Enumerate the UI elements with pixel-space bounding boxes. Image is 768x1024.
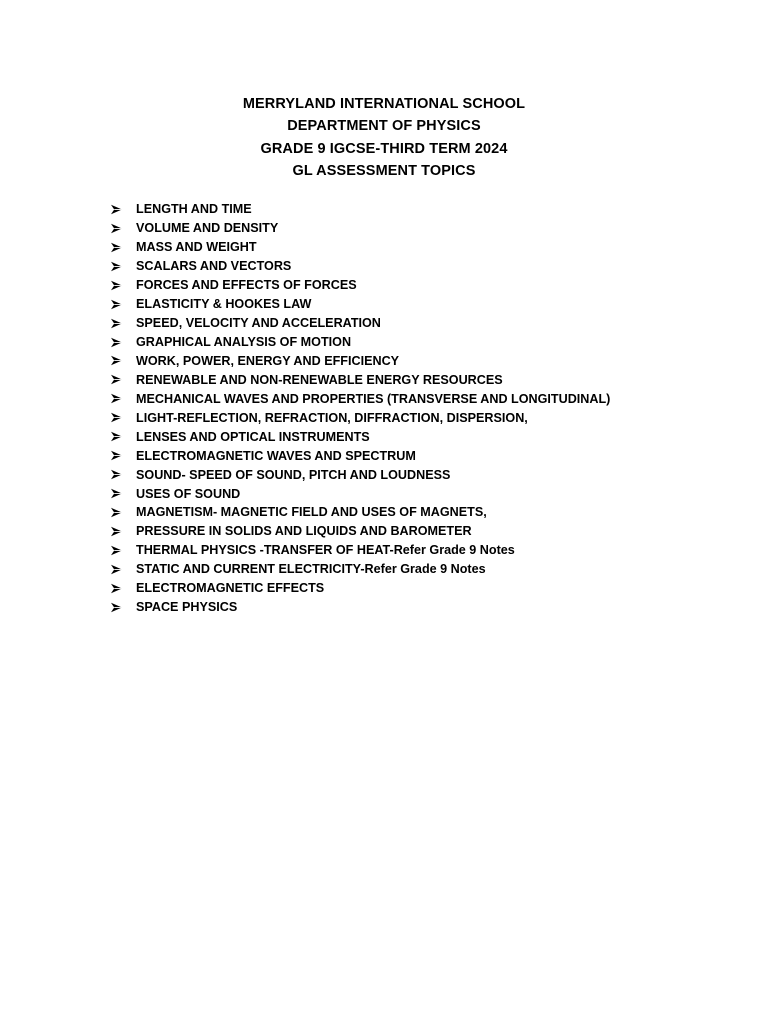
topic-item [110, 352, 610, 371]
topic-item [110, 276, 610, 295]
department-name: DEPARTMENT OF PHYSICS [287, 118, 481, 135]
grade-term: GRADE 9 IGCSE-THIRD TERM 2024 [260, 140, 508, 157]
topic-item [110, 522, 610, 541]
arrowhead-bullet-icon [110, 450, 136, 461]
arrowhead-bullet-icon [110, 242, 136, 253]
topic-item [110, 200, 610, 219]
topic-item [110, 579, 610, 598]
topic-label: LIGHT-REFLECTION, REFRACTION, DIFFRACTION, DISPERSION, [136, 410, 528, 425]
topic-label: ELECTROMAGNETIC EFFECTS [136, 581, 325, 596]
topic-item [110, 370, 610, 389]
topic-label: SCALARS AND VECTORS [136, 259, 292, 274]
document-title: GL ASSESSMENT TOPICS [292, 162, 476, 179]
arrowhead-bullet-icon [110, 393, 136, 404]
topic-item [110, 408, 610, 427]
topic-item [110, 541, 610, 560]
topic-label: PRESSURE IN SOLIDS AND LIQUIDS AND BAROMETER [136, 524, 472, 539]
topic-label: THERMAL PHYSICS -TRANSFER OF HEAT-Refer Grade 9 Notes [136, 543, 515, 558]
topic-item [110, 560, 610, 579]
arrowhead-bullet-icon [110, 355, 136, 366]
arrowhead-bullet-icon [110, 261, 136, 272]
topic-label: STATIC AND CURRENT ELECTRICITY-Refer Grade 9 Notes [136, 562, 486, 577]
topic-item [110, 295, 610, 314]
school-name: MERRYLAND INTERNATIONAL SCHOOL [242, 96, 526, 112]
topic-label: LENSES AND OPTICAL INSTRUMENTS [136, 429, 370, 444]
topic-label: MAGNETISM- MAGNETIC FIELD AND USES OF MAGNETS, [136, 505, 487, 520]
topic-label: MASS AND WEIGHT [136, 240, 257, 255]
topic-item [110, 484, 610, 503]
topic-label: VOLUME AND DENSITY [136, 221, 279, 236]
document-header [0, 93, 768, 182]
topic-label: USES OF SOUND [136, 486, 241, 501]
topic-label: ELASTICITY & HOOKES LAW [136, 297, 312, 312]
arrowhead-bullet-icon [110, 337, 136, 348]
topic-label: RENEWABLE AND NON-RENEWABLE ENERGY RESOURCES [136, 372, 503, 387]
arrowhead-bullet-icon [110, 204, 136, 215]
topic-item [110, 446, 610, 465]
topic-label: SPACE PHYSICS [136, 600, 238, 615]
arrowhead-bullet-icon [110, 374, 136, 385]
arrowhead-bullet-icon [110, 469, 136, 480]
arrowhead-bullet-icon [110, 223, 136, 234]
arrowhead-bullet-icon [110, 526, 136, 537]
topic-item [110, 427, 610, 446]
topic-label: FORCES AND EFFECTS OF FORCES [136, 278, 357, 293]
topic-label: LENGTH AND TIME [136, 202, 252, 217]
topic-label: SPEED, VELOCITY AND ACCELERATION [136, 316, 381, 331]
topic-item [110, 333, 610, 352]
arrowhead-bullet-icon [110, 488, 136, 499]
topic-label: ELECTROMAGNETIC WAVES AND SPECTRUM [136, 448, 416, 463]
topic-item [110, 314, 610, 333]
arrowhead-bullet-icon [110, 545, 136, 556]
topic-label: SOUND- SPEED OF SOUND, PITCH AND LOUDNESS [136, 467, 451, 482]
arrowhead-bullet-icon [110, 564, 136, 575]
arrowhead-bullet-icon [110, 299, 136, 310]
arrowhead-bullet-icon [110, 412, 136, 423]
arrowhead-bullet-icon [110, 280, 136, 291]
topic-item [110, 389, 610, 408]
arrowhead-bullet-icon [110, 583, 136, 594]
topic-item [110, 503, 610, 522]
topic-label: MECHANICAL WAVES AND PROPERTIES (TRANSVERSE AND LONGITUDINAL) [136, 391, 611, 406]
arrowhead-bullet-icon [110, 507, 136, 518]
topic-label: WORK, POWER, ENERGY AND EFFICIENCY [136, 353, 400, 368]
topics-list [110, 200, 610, 617]
arrowhead-bullet-icon [110, 602, 136, 613]
topic-item [110, 238, 610, 257]
arrowhead-bullet-icon [110, 318, 136, 329]
topic-item [110, 257, 610, 276]
topic-item [110, 465, 610, 484]
topic-label: GRAPHICAL ANALYSIS OF MOTION [136, 335, 352, 350]
topic-item [110, 598, 610, 617]
topic-item [110, 219, 610, 238]
arrowhead-bullet-icon [110, 431, 136, 442]
